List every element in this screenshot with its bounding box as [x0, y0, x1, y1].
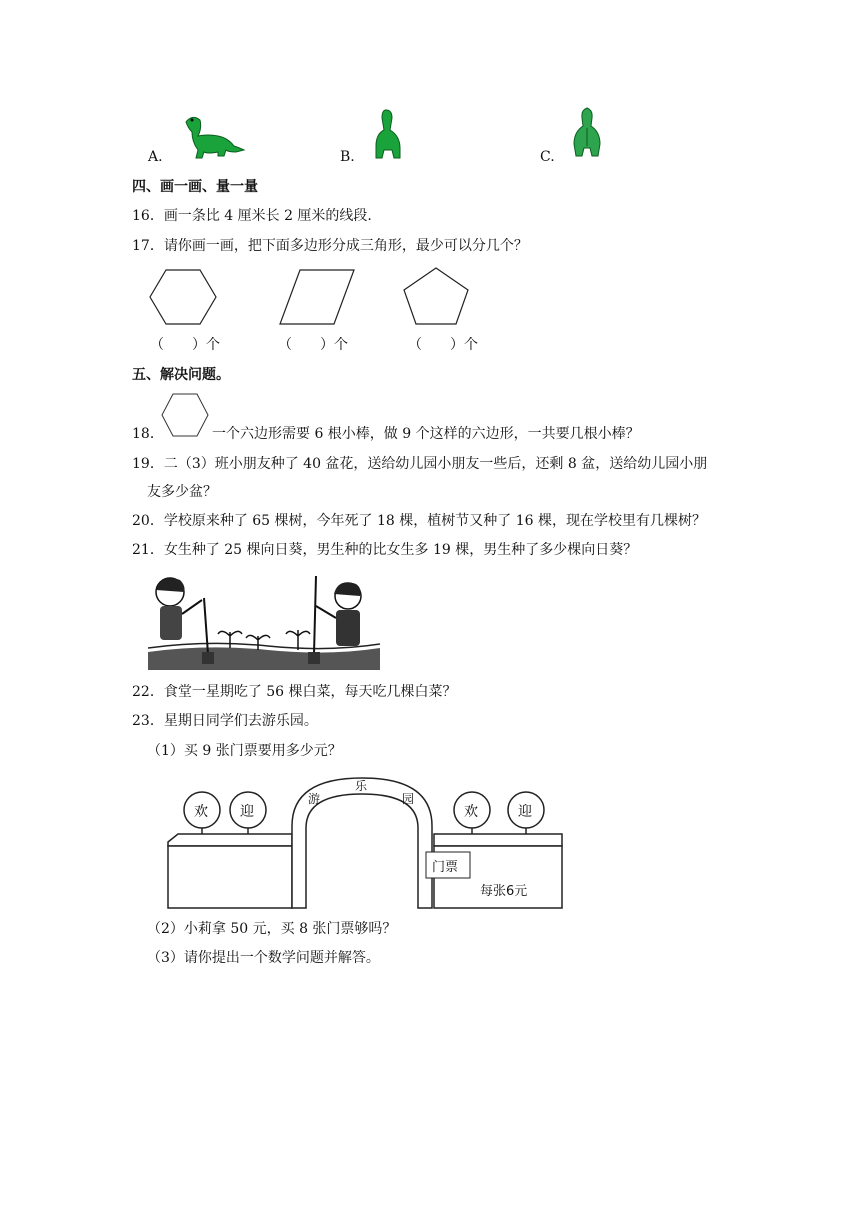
option-a-label: A.	[148, 149, 163, 165]
section-5-heading: 五、解决问题。	[132, 367, 230, 383]
question-16: 16．画一条比 4 厘米长 2 厘米的线段.	[132, 208, 372, 224]
ticket-price: 每张6元	[480, 884, 528, 899]
question-23: 23．星期日同学们去游乐园。	[132, 713, 318, 729]
ticket-label: 门票	[432, 860, 459, 875]
arch-text-2: 乐	[355, 779, 368, 793]
question-20: 20．学校原来种了 65 棵树，今年死了 18 棵，植树节又种了 16 棵，现在学校里有几棵树？	[132, 513, 706, 529]
question-18-text: 一个六边形需要 6 根小棒，做 9 个这样的六边形，一共要几根小棒？	[212, 426, 640, 442]
question-23-part3: （3）请你提出一个数学问题并解答。	[147, 950, 380, 966]
parallelogram-shape	[278, 268, 358, 326]
question-21: 21．女生种了 25 棵向日葵，男生种的比女生多 19 棵，男生种了多少棵向日葵？	[132, 542, 638, 558]
option-c-label: C.	[540, 149, 555, 165]
hexagon-shape	[148, 268, 218, 326]
arch-text-3: 园	[402, 792, 415, 806]
balloon-text-4: 迎	[518, 804, 532, 820]
question-17: 17．请你画一画，把下面多边形分成三角形，最少可以分几个？	[132, 238, 528, 254]
small-hexagon-shape	[160, 392, 210, 438]
question-22: 22．食堂一星期吃了 56 棵白菜，每天吃几棵白菜？	[132, 684, 457, 700]
option-b-label: B.	[340, 149, 355, 165]
balloon-text-1: 欢	[194, 804, 208, 820]
question-23-part1: （1）买 9 张门票要用多少元？	[147, 743, 342, 759]
question-18-number: 18．	[132, 426, 164, 442]
dinosaur-a-image	[178, 112, 248, 160]
planting-picture	[148, 570, 380, 670]
answer-blank-hexagon: （ ）个	[150, 337, 220, 353]
balloon-text-3: 欢	[464, 804, 478, 820]
balloon-text-2: 迎	[240, 804, 254, 820]
pentagon-shape	[402, 266, 470, 326]
amusement-park-picture	[162, 776, 570, 910]
question-19-line1: 19．二（3）班小朋友种了 40 盆花，送给幼儿园小朋友一些后，还剩 8 盆，送给幼儿园小朋	[132, 456, 708, 472]
answer-blank-pentagon: （ ）个	[408, 337, 478, 353]
question-23-part2: （2）小莉拿 50 元，买 8 张门票够吗？	[147, 921, 397, 937]
dinosaur-c-image	[570, 106, 604, 160]
answer-blank-parallelogram: （ ）个	[278, 337, 348, 353]
arch-text-1: 游	[308, 792, 321, 806]
question-19-line2: 友多少盆？	[147, 484, 217, 500]
section-4-heading: 四、画一画、量一量	[132, 179, 258, 195]
dinosaur-b-image	[370, 108, 406, 160]
